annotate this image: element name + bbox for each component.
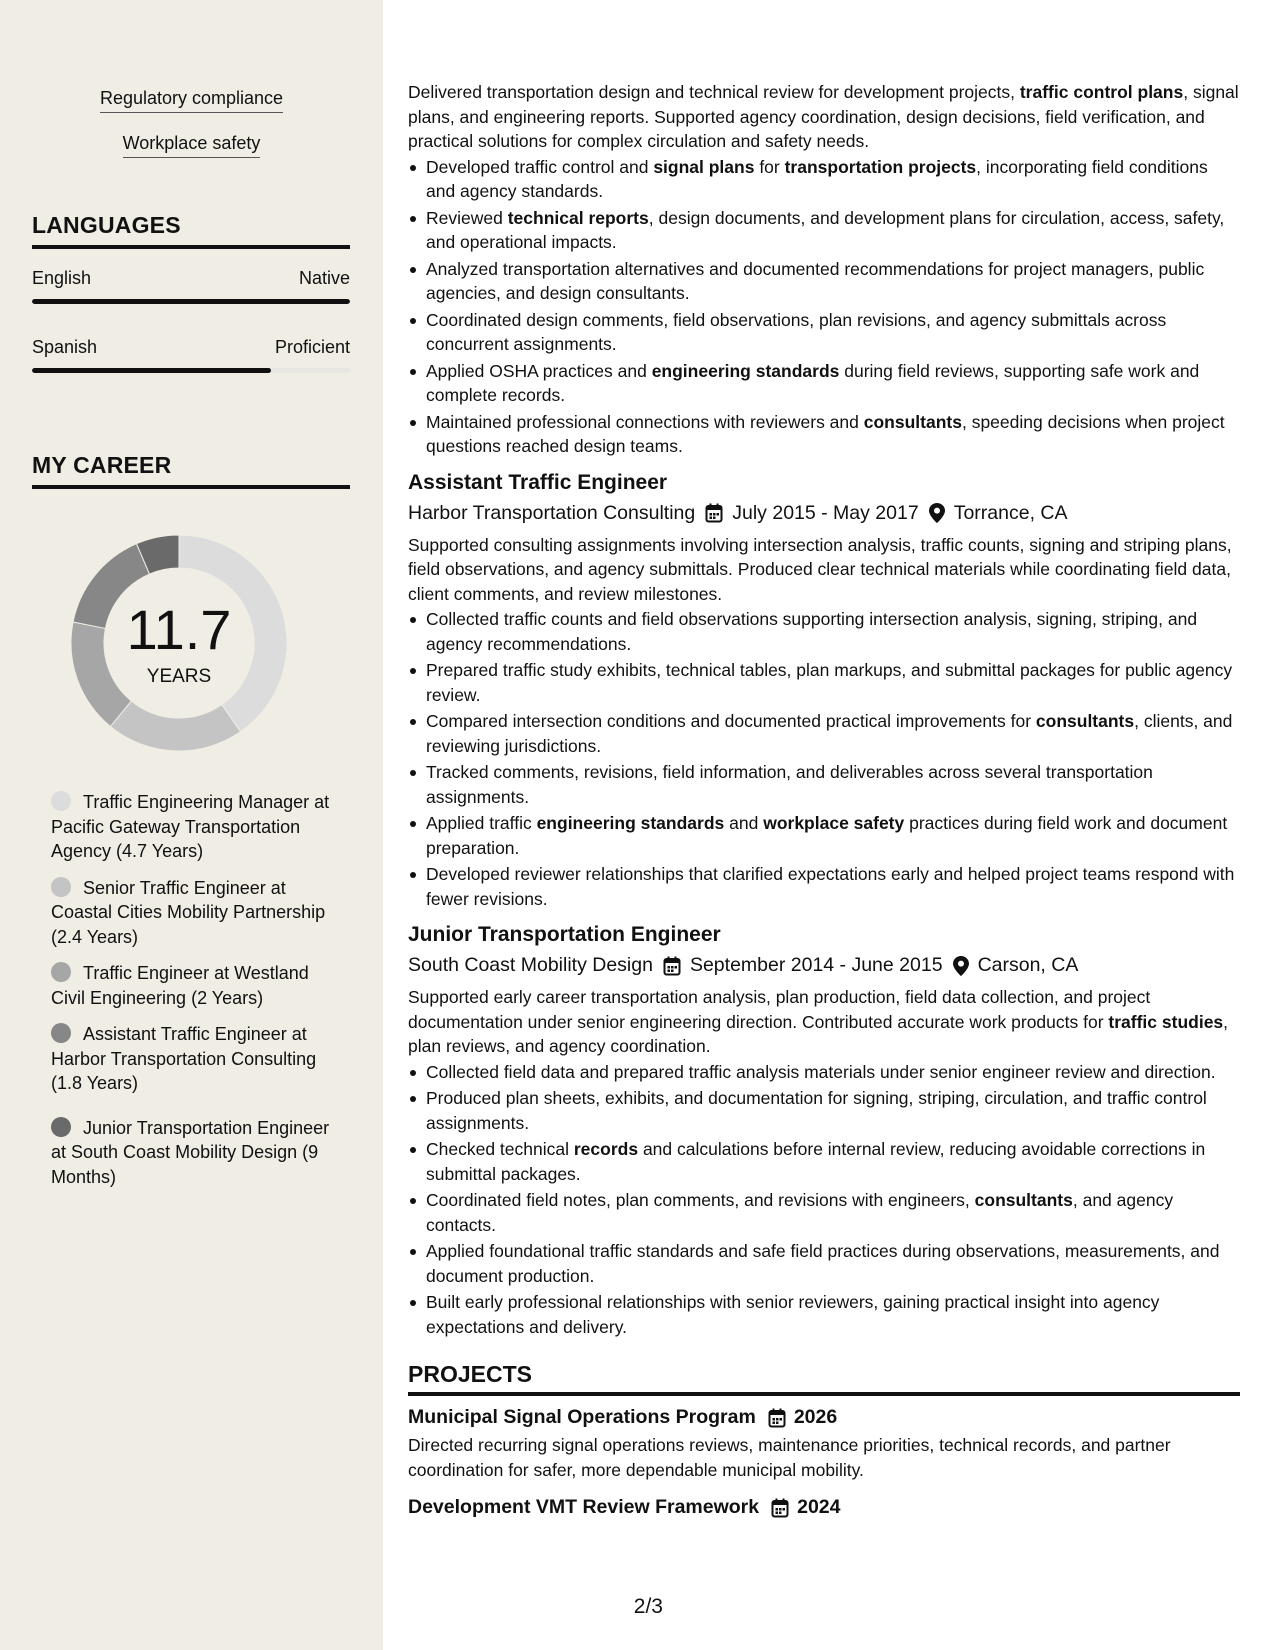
career-item-text: Traffic Engineering Manager at Pacific Gateway Transportation Agency (4.7 Years) bbox=[51, 792, 330, 861]
project-year: 2024 bbox=[797, 1496, 841, 1518]
intro-bullets bbox=[408, 155, 1240, 459]
job-title: Junior Transportation Engineer bbox=[408, 923, 721, 946]
career-donut-chart bbox=[66, 530, 292, 756]
bullet-item: Compared intersection conditions and documented practical improvements for consultants, clients, and reviewing jurisdictions. bbox=[408, 709, 1240, 758]
bullet-item: Coordinated design comments, field observations, plan revisions, and agency submittals across concurrent assignments. bbox=[408, 308, 1240, 357]
bullet-item: Maintained professional connections with reviewers and consultants, speeding decisions when project questions reached design teams. bbox=[408, 410, 1240, 459]
job-company: South Coast Mobility Design bbox=[408, 954, 653, 976]
job-bullets bbox=[408, 607, 1240, 911]
projects-heading: PROJECTS bbox=[408, 1361, 1240, 1396]
bullet-item: Checked technical records and calculations before internal review, reducing avoidable corrections in submittal packages. bbox=[408, 1137, 1240, 1186]
skill-tag bbox=[0, 133, 383, 158]
job-description: Supported early career transportation analysis, plan production, field data collection, and project documentation under senior engineering direction. Contributed accurate work products for traffic studies, plan reviews, and agency coordination. bbox=[408, 987, 1229, 1056]
skill-label: Regulatory compliance bbox=[100, 88, 283, 113]
calendar-icon bbox=[663, 956, 681, 976]
career-item bbox=[51, 1116, 331, 1190]
location-pin-icon bbox=[929, 503, 945, 523]
career-item-text: Traffic Engineer at Westland Civil Engineering (2 Years) bbox=[51, 963, 309, 1008]
legend-dot-icon bbox=[51, 1023, 71, 1043]
job-bullets bbox=[408, 1060, 1240, 1340]
bullet-item: Prepared traffic study exhibits, technical tables, plan markups, and submittal packages for public agency review. bbox=[408, 658, 1240, 707]
language-level: Native bbox=[298, 268, 350, 288]
job-location: Carson, CA bbox=[977, 954, 1079, 976]
bullet-item: Developed reviewer relationships that clarified expectations early and helped project teams respond with fewer revisions. bbox=[408, 862, 1240, 911]
legend-dot-icon bbox=[51, 791, 71, 811]
bullet-item: Applied foundational traffic standards and safe field practices during observations, measurements, and document production. bbox=[408, 1239, 1240, 1288]
calendar-icon bbox=[705, 503, 723, 523]
bullet-item: Reviewed technical reports, design documents, and development plans for circulation, access, safety, and operational impacts. bbox=[408, 206, 1240, 255]
career-list bbox=[51, 790, 331, 1201]
career-heading: MY CAREER bbox=[32, 452, 350, 489]
job-description: Supported consulting assignments involving intersection analysis, traffic counts, signing and striping plans, field observations, and agency submittals. Produced clear technical materials while coordinating field data, client comments, and review milestones. bbox=[408, 534, 1232, 604]
career-item-text: Senior Traffic Engineer at Coastal Cities Mobility Partnership (2.4 Years) bbox=[51, 877, 326, 947]
career-item-text: Assistant Traffic Engineer at Harbor Transportation Consulting (1.8 Years) bbox=[51, 1024, 317, 1093]
language-bar bbox=[32, 368, 350, 373]
project-title: Municipal Signal Operations Program bbox=[408, 1406, 756, 1428]
language-name: English bbox=[32, 268, 92, 288]
career-item bbox=[51, 790, 331, 864]
calendar-icon bbox=[768, 1408, 786, 1428]
legend-dot-icon bbox=[51, 962, 71, 982]
project-title-row bbox=[408, 1496, 1240, 1519]
bullet-item: Applied traffic engineering standards and workplace safety practices during field work and document preparation. bbox=[408, 811, 1240, 860]
bullet-item: Applied OSHA practices and engineering standards during field reviews, supporting safe work and complete records. bbox=[408, 359, 1240, 408]
bullet-item: Tracked comments, revisions, field information, and deliverables across several transportation assignments. bbox=[408, 760, 1240, 809]
legend-dot-icon bbox=[51, 877, 71, 897]
bullet-item: Analyzed transportation alternatives and documented recommendations for project managers, public agencies, and design consultants. bbox=[408, 257, 1240, 306]
career-item bbox=[51, 1022, 331, 1096]
language-level: Proficient bbox=[274, 337, 350, 357]
project-title: Development VMT Review Framework bbox=[408, 1496, 760, 1518]
main-content bbox=[408, 80, 1240, 1519]
job-company: Harbor Transportation Consulting bbox=[408, 501, 696, 524]
language-bar-fill bbox=[32, 368, 271, 373]
job-location: Torrance, CA bbox=[953, 501, 1068, 524]
language-bar-fill bbox=[32, 299, 350, 304]
career-item bbox=[51, 876, 331, 950]
languages-heading: LANGUAGES bbox=[32, 212, 350, 249]
project-description: Directed recurring signal operations reviews, maintenance priorities, technical records, and partner coordination for safer, more dependable municipal mobility. bbox=[408, 1435, 1171, 1480]
career-item bbox=[51, 961, 331, 1010]
career-total: 11.7 bbox=[126, 598, 232, 661]
calendar-icon bbox=[771, 1498, 789, 1518]
career-unit: YEARS bbox=[146, 666, 212, 687]
job-meta bbox=[408, 502, 1240, 525]
project-title-row bbox=[408, 1406, 1240, 1429]
intro-description: Delivered transportation design and technical review for development projects, traffic control plans, signal plans, and engineering reports. Supported agency coordination, design decisions, field verification, and practical solutions for complex circulation and safety needs. bbox=[408, 82, 1239, 151]
sidebar bbox=[0, 0, 383, 1650]
bullet-item: Developed traffic control and signal plans for transportation projects, incorporating field conditions and agency standards. bbox=[408, 155, 1240, 204]
bullet-item: Produced plan sheets, exhibits, and documentation for signing, striping, circulation, and traffic control assignments. bbox=[408, 1086, 1240, 1135]
skill-tag bbox=[0, 88, 383, 113]
page-number: 2/3 bbox=[633, 1595, 663, 1618]
language-name: Spanish bbox=[32, 337, 98, 357]
bullet-item: Collected field data and prepared traffic analysis materials under senior engineer review and direction. bbox=[408, 1060, 1240, 1085]
bullet-item: Built early professional relationships with senior reviewers, gaining practical insight into agency expectations and delivery. bbox=[408, 1290, 1240, 1339]
job-title: Assistant Traffic Engineer bbox=[408, 470, 668, 494]
skill-label: Workplace safety bbox=[123, 133, 261, 158]
job-dates: July 2015 - May 2017 bbox=[732, 501, 919, 524]
donut-slice bbox=[110, 701, 240, 751]
project-year: 2026 bbox=[793, 1406, 838, 1428]
bullet-item: Collected traffic counts and field observations supporting intersection analysis, signing, striping, and agency recommendations. bbox=[408, 607, 1240, 656]
bullet-item: Coordinated field notes, plan comments, and revisions with engineers, consultants, and agency contacts. bbox=[408, 1188, 1240, 1237]
language-row bbox=[32, 268, 350, 289]
job-dates: September 2014 - June 2015 bbox=[689, 954, 943, 976]
career-item-text: Junior Transportation Engineer at South Coast Mobility Design (9 Months) bbox=[51, 1117, 330, 1187]
language-bar bbox=[32, 299, 350, 304]
job-meta bbox=[408, 954, 1240, 977]
language-row bbox=[32, 337, 350, 358]
legend-dot-icon bbox=[51, 1117, 71, 1137]
location-pin-icon bbox=[953, 956, 969, 976]
